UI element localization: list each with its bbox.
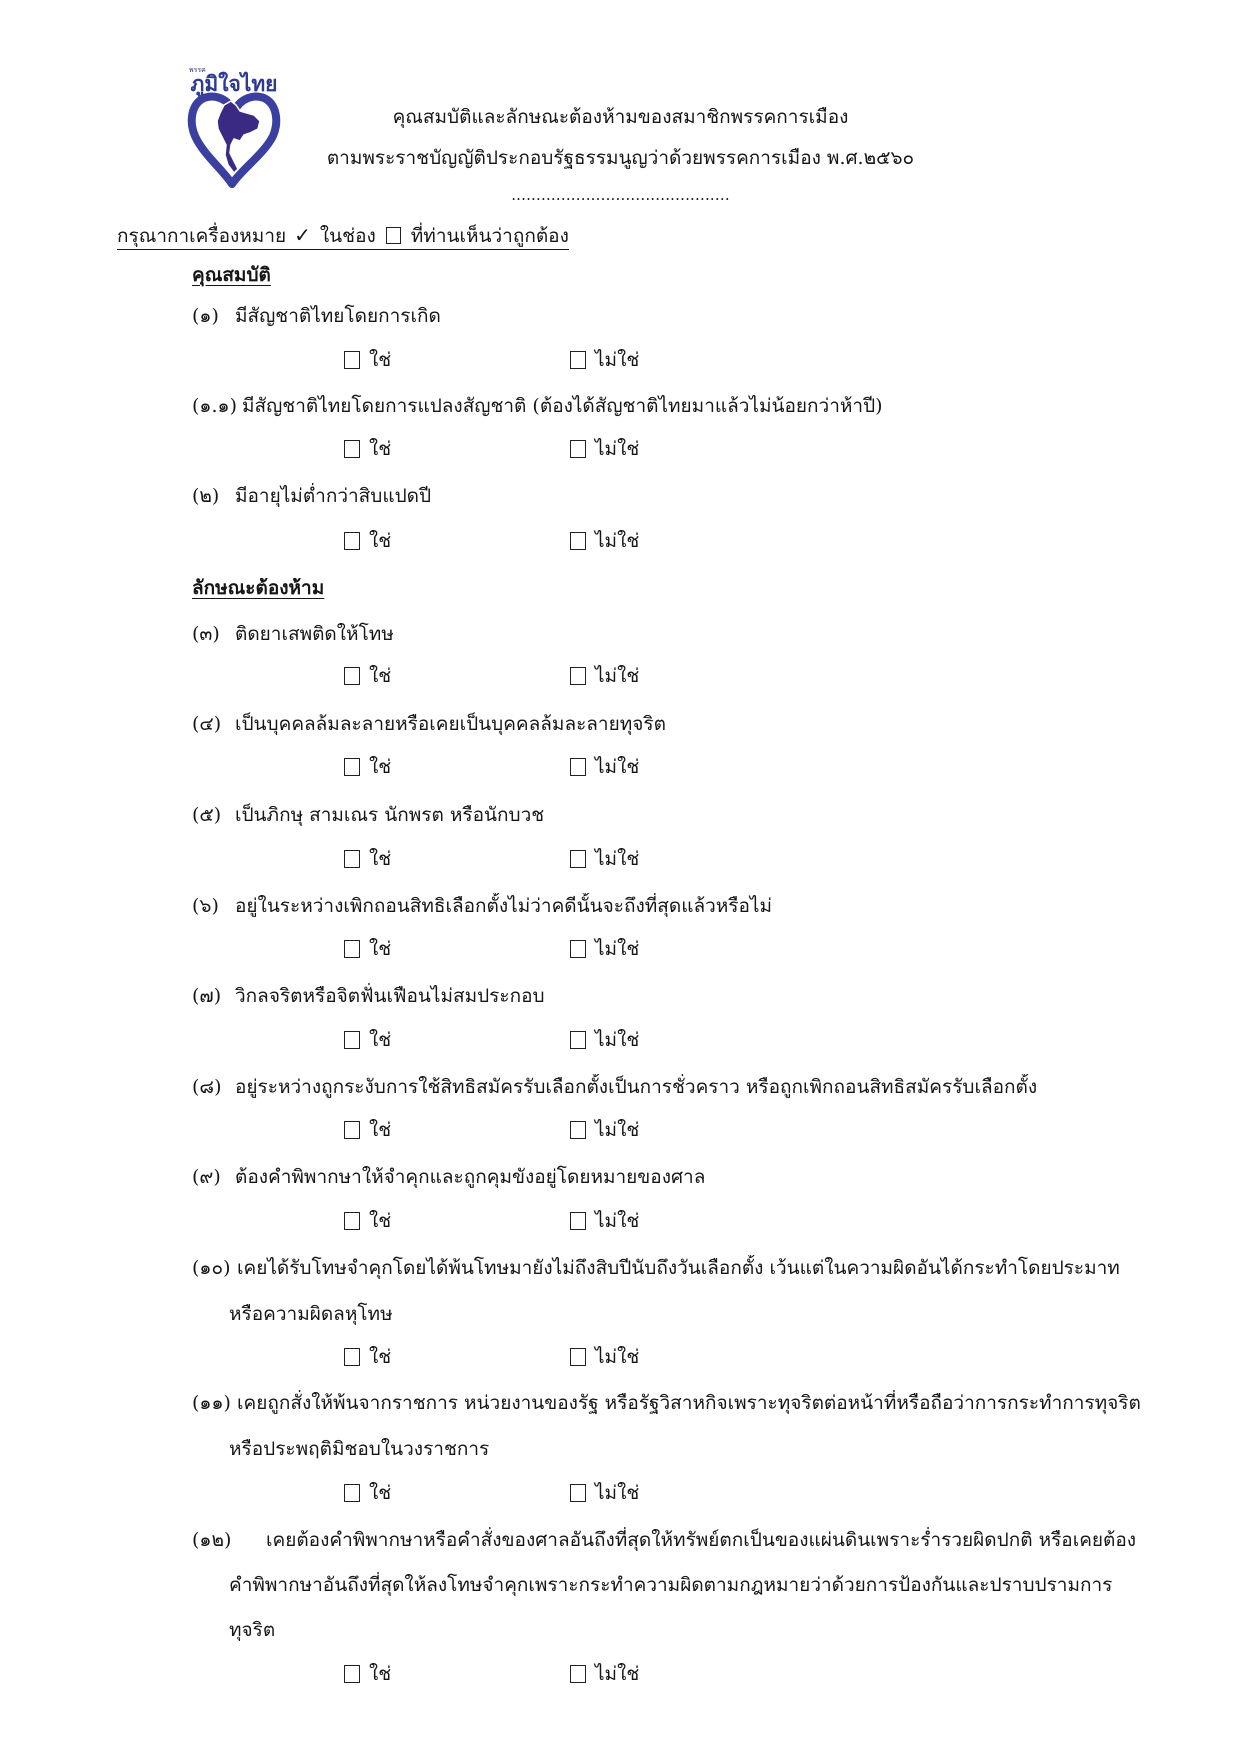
check-mark-icon: ✓ xyxy=(294,223,311,247)
yes-option[interactable] xyxy=(344,436,391,462)
question-text: มีสัญชาติไทยโดยการเกิด xyxy=(235,305,441,327)
question-text: เคยได้รับโทษจำคุกโดยได้พ้นโทษมายังไม่ถึงสิบปีนับถึงวันเลือกตั้ง เว้นแต่ในความผิดอันได้กระทำโดยประมาท xyxy=(237,1257,1120,1279)
no-label: ไม่ใช่ xyxy=(595,938,640,960)
question-number: (๔) xyxy=(192,713,222,735)
question-text: ติดยาเสพติดให้โทษ xyxy=(235,623,394,645)
yes-option[interactable] xyxy=(344,1208,391,1234)
question-text: เคยต้องคำพิพากษาหรือคำสั่งของศาลอันถึงที่สุดให้ทรัพย์ตกเป็นของแผ่นดินเพราะร่ำรวยผิดปกติ หรือเคยต้อง xyxy=(266,1529,1137,1551)
yes-label: ใช่ xyxy=(369,1210,392,1232)
yes-option[interactable] xyxy=(344,663,391,689)
no-checkbox[interactable] xyxy=(570,758,586,776)
no-label: ไม่ใช่ xyxy=(595,756,640,778)
prohibitions-heading: ลักษณะต้องห้าม xyxy=(192,577,325,599)
question-line xyxy=(192,711,1150,737)
question-number: (๑๐) xyxy=(192,1257,231,1279)
question-number: (๓) xyxy=(192,623,220,645)
question-number: (๑๒) xyxy=(192,1529,232,1551)
no-option[interactable] xyxy=(570,1480,639,1506)
dotted-separator: ............................................ xyxy=(511,186,730,204)
yes-checkbox[interactable] xyxy=(344,850,360,868)
no-label: ไม่ใช่ xyxy=(595,349,640,371)
yes-option[interactable] xyxy=(344,1344,391,1370)
no-option[interactable] xyxy=(570,1117,639,1143)
question-number: (๘) xyxy=(192,1076,222,1098)
no-checkbox[interactable] xyxy=(570,1484,586,1502)
yes-label: ใช่ xyxy=(369,1346,392,1368)
yes-checkbox[interactable] xyxy=(344,1665,360,1683)
yes-label: ใช่ xyxy=(369,1119,392,1141)
question-number: (๖) xyxy=(192,895,219,917)
instruction-text-before: กรุณากาเครื่องหมาย xyxy=(117,225,287,247)
no-option[interactable] xyxy=(570,846,639,872)
no-checkbox[interactable] xyxy=(570,667,586,685)
no-label: ไม่ใช่ xyxy=(595,1119,640,1141)
question-text-continuation: คำพิพากษาอันถึงที่สุดให้ลงโทษจำคุกเพราะกระทำความผิดตามกฎหมายว่าด้วยการป้องกันและปราบปรามการ xyxy=(229,1574,1113,1596)
no-label: ไม่ใช่ xyxy=(595,848,640,870)
question-line xyxy=(192,621,1150,647)
no-option[interactable] xyxy=(570,528,639,554)
yes-option[interactable] xyxy=(344,347,391,373)
qualifications-heading: คุณสมบัติ xyxy=(192,264,271,286)
question-text: มีอายุไม่ต่ำกว่าสิบแปดปี xyxy=(235,485,432,507)
title-line-2: ตามพระราชบัญญัติประกอบรัฐธรรมนูญว่าด้วยพรรคการเมือง พ.ศ.๒๕๖๐ xyxy=(326,147,915,169)
question-text: วิกลจริตหรือจิตฟั่นเฟือนไม่สมประกอบ xyxy=(235,985,545,1007)
no-checkbox[interactable] xyxy=(570,1121,586,1139)
question-line xyxy=(192,393,1150,419)
yes-label: ใช่ xyxy=(369,1663,392,1685)
no-option[interactable] xyxy=(570,347,639,373)
no-label: ไม่ใช่ xyxy=(595,1482,640,1504)
yes-option[interactable] xyxy=(344,528,391,554)
yes-checkbox[interactable] xyxy=(344,1212,360,1230)
question-text: เคยถูกสั่งให้พ้นจากราชการ หน่วยงานของรัฐ หรือรัฐวิสาหกิจเพราะทุจริตต่อหน้าที่หรือถือว่าการกระทำการทุจริต xyxy=(237,1392,1141,1414)
logo-party-name: ภูมิใจไทย xyxy=(190,72,278,96)
no-option[interactable] xyxy=(570,1027,639,1053)
yes-checkbox[interactable] xyxy=(344,940,360,958)
question-number: (๕) xyxy=(192,804,222,826)
question-text: ต้องคำพิพากษาให้จำคุกและถูกคุมขังอยู่โดยหมายของศาล xyxy=(235,1166,706,1188)
question-line xyxy=(192,303,1150,329)
yes-checkbox[interactable] xyxy=(344,667,360,685)
yes-checkbox[interactable] xyxy=(344,758,360,776)
question-text: เป็นบุคคลล้มละลายหรือเคยเป็นบุคคลล้มละลายทุจริต xyxy=(235,713,666,735)
no-label: ไม่ใช่ xyxy=(595,438,640,460)
question-line xyxy=(192,483,1150,509)
question-line xyxy=(192,802,1150,828)
instruction-text-middle: ในช่อง xyxy=(319,225,376,247)
question-text: เป็นภิกษุ สามเณร นักพรต หรือนักบวช xyxy=(235,804,545,826)
yes-label: ใช่ xyxy=(369,756,392,778)
instruction-underlined xyxy=(117,223,569,250)
yes-checkbox[interactable] xyxy=(344,1484,360,1502)
no-option[interactable] xyxy=(570,936,639,962)
no-checkbox[interactable] xyxy=(570,850,586,868)
yes-label: ใช่ xyxy=(369,665,392,687)
question-text-continuation: หรือประพฤติมิชอบในวงราชการ xyxy=(229,1438,490,1460)
question-text: มีสัญชาติไทยโดยการแปลงสัญชาติ (ต้องได้สัญชาติไทยมาแล้วไม่น้อยกว่าห้าปี) xyxy=(242,395,883,417)
yes-checkbox[interactable] xyxy=(344,532,360,550)
no-label: ไม่ใช่ xyxy=(595,1346,640,1368)
no-option[interactable] xyxy=(570,1661,639,1687)
question-number: (๑) xyxy=(192,305,219,327)
yes-label: ใช่ xyxy=(369,1482,392,1504)
yes-option[interactable] xyxy=(344,846,391,872)
no-label: ไม่ใช่ xyxy=(595,1029,640,1051)
no-option[interactable] xyxy=(570,663,639,689)
empty-checkbox-icon xyxy=(386,227,401,244)
title-line-1: คุณสมบัติและลักษณะต้องห้ามของสมาชิกพรรคการเมือง xyxy=(392,106,849,128)
question-number: (๑๑) xyxy=(192,1392,231,1414)
yes-label: ใช่ xyxy=(369,438,392,460)
no-option[interactable] xyxy=(570,1344,639,1370)
yes-checkbox[interactable] xyxy=(344,351,360,369)
question-line xyxy=(192,983,1150,1009)
no-option[interactable] xyxy=(570,754,639,780)
no-label: ไม่ใช่ xyxy=(595,530,640,552)
yes-checkbox[interactable] xyxy=(344,1348,360,1366)
yes-label: ใช่ xyxy=(369,530,392,552)
question-line xyxy=(192,1527,1150,1553)
no-checkbox[interactable] xyxy=(570,1665,586,1683)
no-checkbox[interactable] xyxy=(570,1031,586,1049)
question-line xyxy=(192,1074,1150,1100)
question-text: อยู่ระหว่างถูกระงับการใช้สิทธิสมัครรับเลือกตั้งเป็นการชั่วคราว หรือถูกเพิกถอนสิทธิสมัครรับเลือกตั้ง xyxy=(235,1076,1038,1098)
instruction-text-after: ที่ท่านเห็นว่าถูกต้อง xyxy=(410,225,569,247)
no-checkbox[interactable] xyxy=(570,940,586,958)
question-number: (๑.๑) xyxy=(192,395,237,417)
question-number: (๗) xyxy=(192,985,222,1007)
yes-label: ใช่ xyxy=(369,1029,392,1051)
yes-checkbox[interactable] xyxy=(344,1121,360,1139)
instruction xyxy=(117,223,569,249)
yes-option[interactable] xyxy=(344,1117,391,1143)
yes-label: ใช่ xyxy=(369,349,392,371)
no-checkbox[interactable] xyxy=(570,1348,586,1366)
no-option[interactable] xyxy=(570,436,639,462)
no-label: ไม่ใช่ xyxy=(595,665,640,687)
no-label: ไม่ใช่ xyxy=(595,1210,640,1232)
no-option[interactable] xyxy=(570,1208,639,1234)
no-checkbox[interactable] xyxy=(570,440,586,458)
question-line xyxy=(192,1255,1150,1281)
question-number: (๙) xyxy=(192,1166,221,1188)
question-line xyxy=(192,1164,1150,1190)
question-text-continuation: ทุจริต xyxy=(229,1619,276,1641)
no-checkbox[interactable] xyxy=(570,1212,586,1230)
yes-option[interactable] xyxy=(344,1480,391,1506)
question-number: (๒) xyxy=(192,485,220,507)
yes-option[interactable] xyxy=(344,754,391,780)
no-checkbox[interactable] xyxy=(570,351,586,369)
yes-option[interactable] xyxy=(344,1661,391,1687)
no-label: ไม่ใช่ xyxy=(595,1663,640,1685)
question-line xyxy=(192,1390,1150,1416)
no-checkbox[interactable] xyxy=(570,532,586,550)
yes-option[interactable] xyxy=(344,1027,391,1053)
question-text: อยู่ในระหว่างเพิกถอนสิทธิเลือกตั้งไม่ว่าคดีนั้นจะถึงที่สุดแล้วหรือไม่ xyxy=(235,895,772,917)
question-text-continuation: หรือความผิดลหุโทษ xyxy=(229,1303,393,1325)
yes-checkbox[interactable] xyxy=(344,1031,360,1049)
yes-label: ใช่ xyxy=(369,848,392,870)
logo-prefix: พรรค xyxy=(189,66,206,74)
yes-checkbox[interactable] xyxy=(344,440,360,458)
yes-option[interactable] xyxy=(344,936,391,962)
yes-label: ใช่ xyxy=(369,938,392,960)
question-line xyxy=(192,893,1150,919)
